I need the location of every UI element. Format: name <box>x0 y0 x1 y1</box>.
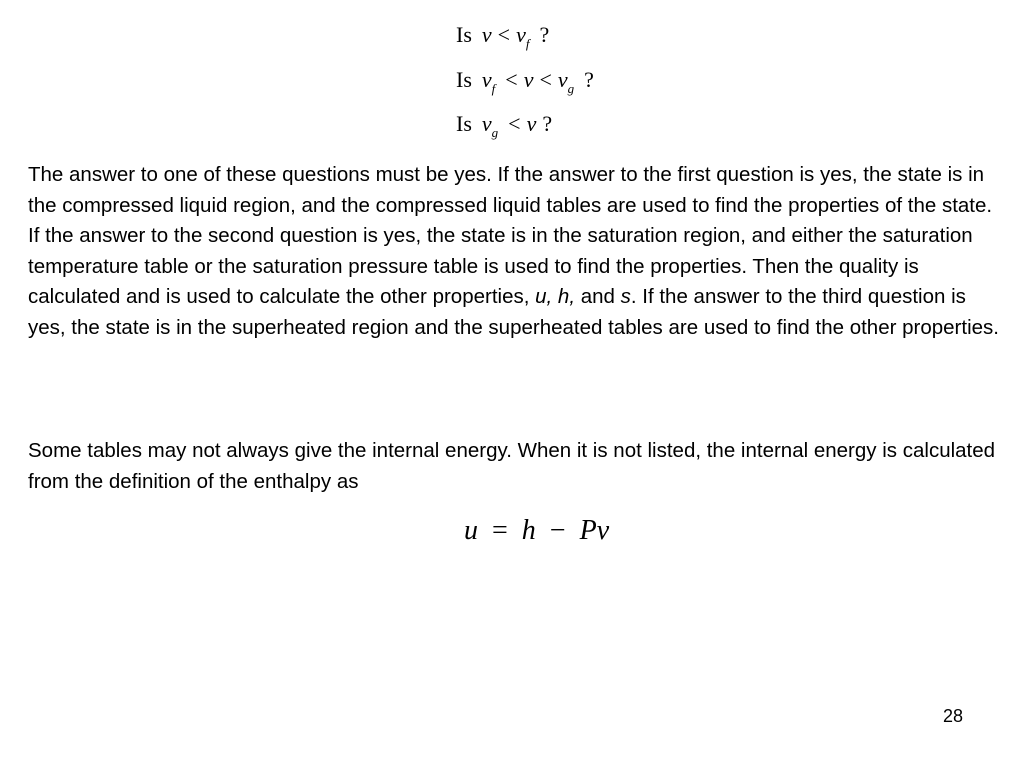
equals-symbol: = <box>492 515 508 546</box>
minus-symbol: − <box>549 515 566 546</box>
vf-symbol: v <box>516 22 526 47</box>
enthalpy-equation <box>464 515 609 547</box>
pressure-volume-term: Pv <box>579 515 610 546</box>
less-than-symbol: < <box>497 22 511 47</box>
question-mark: ? <box>539 22 550 47</box>
subscript-g: g <box>491 125 499 140</box>
internal-energy-paragraph: Some tables may not always give the internal energy. When it is not listed, the internal energy is calculated from the definition of the enthalpy as <box>28 439 996 493</box>
subscript-f: f <box>525 36 530 51</box>
specific-volume-symbol: v <box>523 67 534 92</box>
subscript-g: g <box>567 81 575 96</box>
question-saturation <box>456 67 594 96</box>
question-compressed-liquid <box>456 22 550 51</box>
is-label: Is <box>456 67 472 92</box>
properties-u-h: u, h, <box>535 285 576 309</box>
internal-energy-symbol: u <box>464 515 478 546</box>
less-than-symbol: < <box>539 67 552 92</box>
question-mark: ? <box>542 111 553 136</box>
paragraph-text: and <box>575 285 621 309</box>
paragraph-text: The answer to one of these questions must be yes. If the answer to the first question is yes, the state is in the compressed liquid region, and the compressed liquid tables are used to find the properties of the state. If the answer to the second question is yes, the state is in the saturation region, and either the saturation temperature table or the saturation pressure table is used to find the properties. Then the quality is calculated and is used to calculate the other properties, <box>28 163 993 309</box>
question-mark: ? <box>584 67 594 92</box>
specific-volume-symbol: v <box>481 22 492 47</box>
vg-symbol: v <box>481 111 492 136</box>
specific-volume-symbol: v <box>526 111 537 136</box>
paragraph-text: . If the answer to the third question is yes, the state is in the superheated region and the superheated tables are used to find the other properties. <box>28 285 999 339</box>
less-than-symbol: < <box>505 67 518 92</box>
property-s: s <box>620 285 631 309</box>
enthalpy-symbol: h <box>521 515 536 546</box>
is-label: Is <box>456 22 472 47</box>
less-than-symbol: < <box>508 111 521 136</box>
vf-symbol: v <box>481 67 492 92</box>
question-superheated <box>456 111 553 140</box>
explanation-paragraph <box>28 160 1003 344</box>
is-label: Is <box>456 111 472 136</box>
page-number: 28 <box>942 706 963 726</box>
subscript-f: f <box>491 81 496 96</box>
vg-symbol: v <box>557 67 568 92</box>
